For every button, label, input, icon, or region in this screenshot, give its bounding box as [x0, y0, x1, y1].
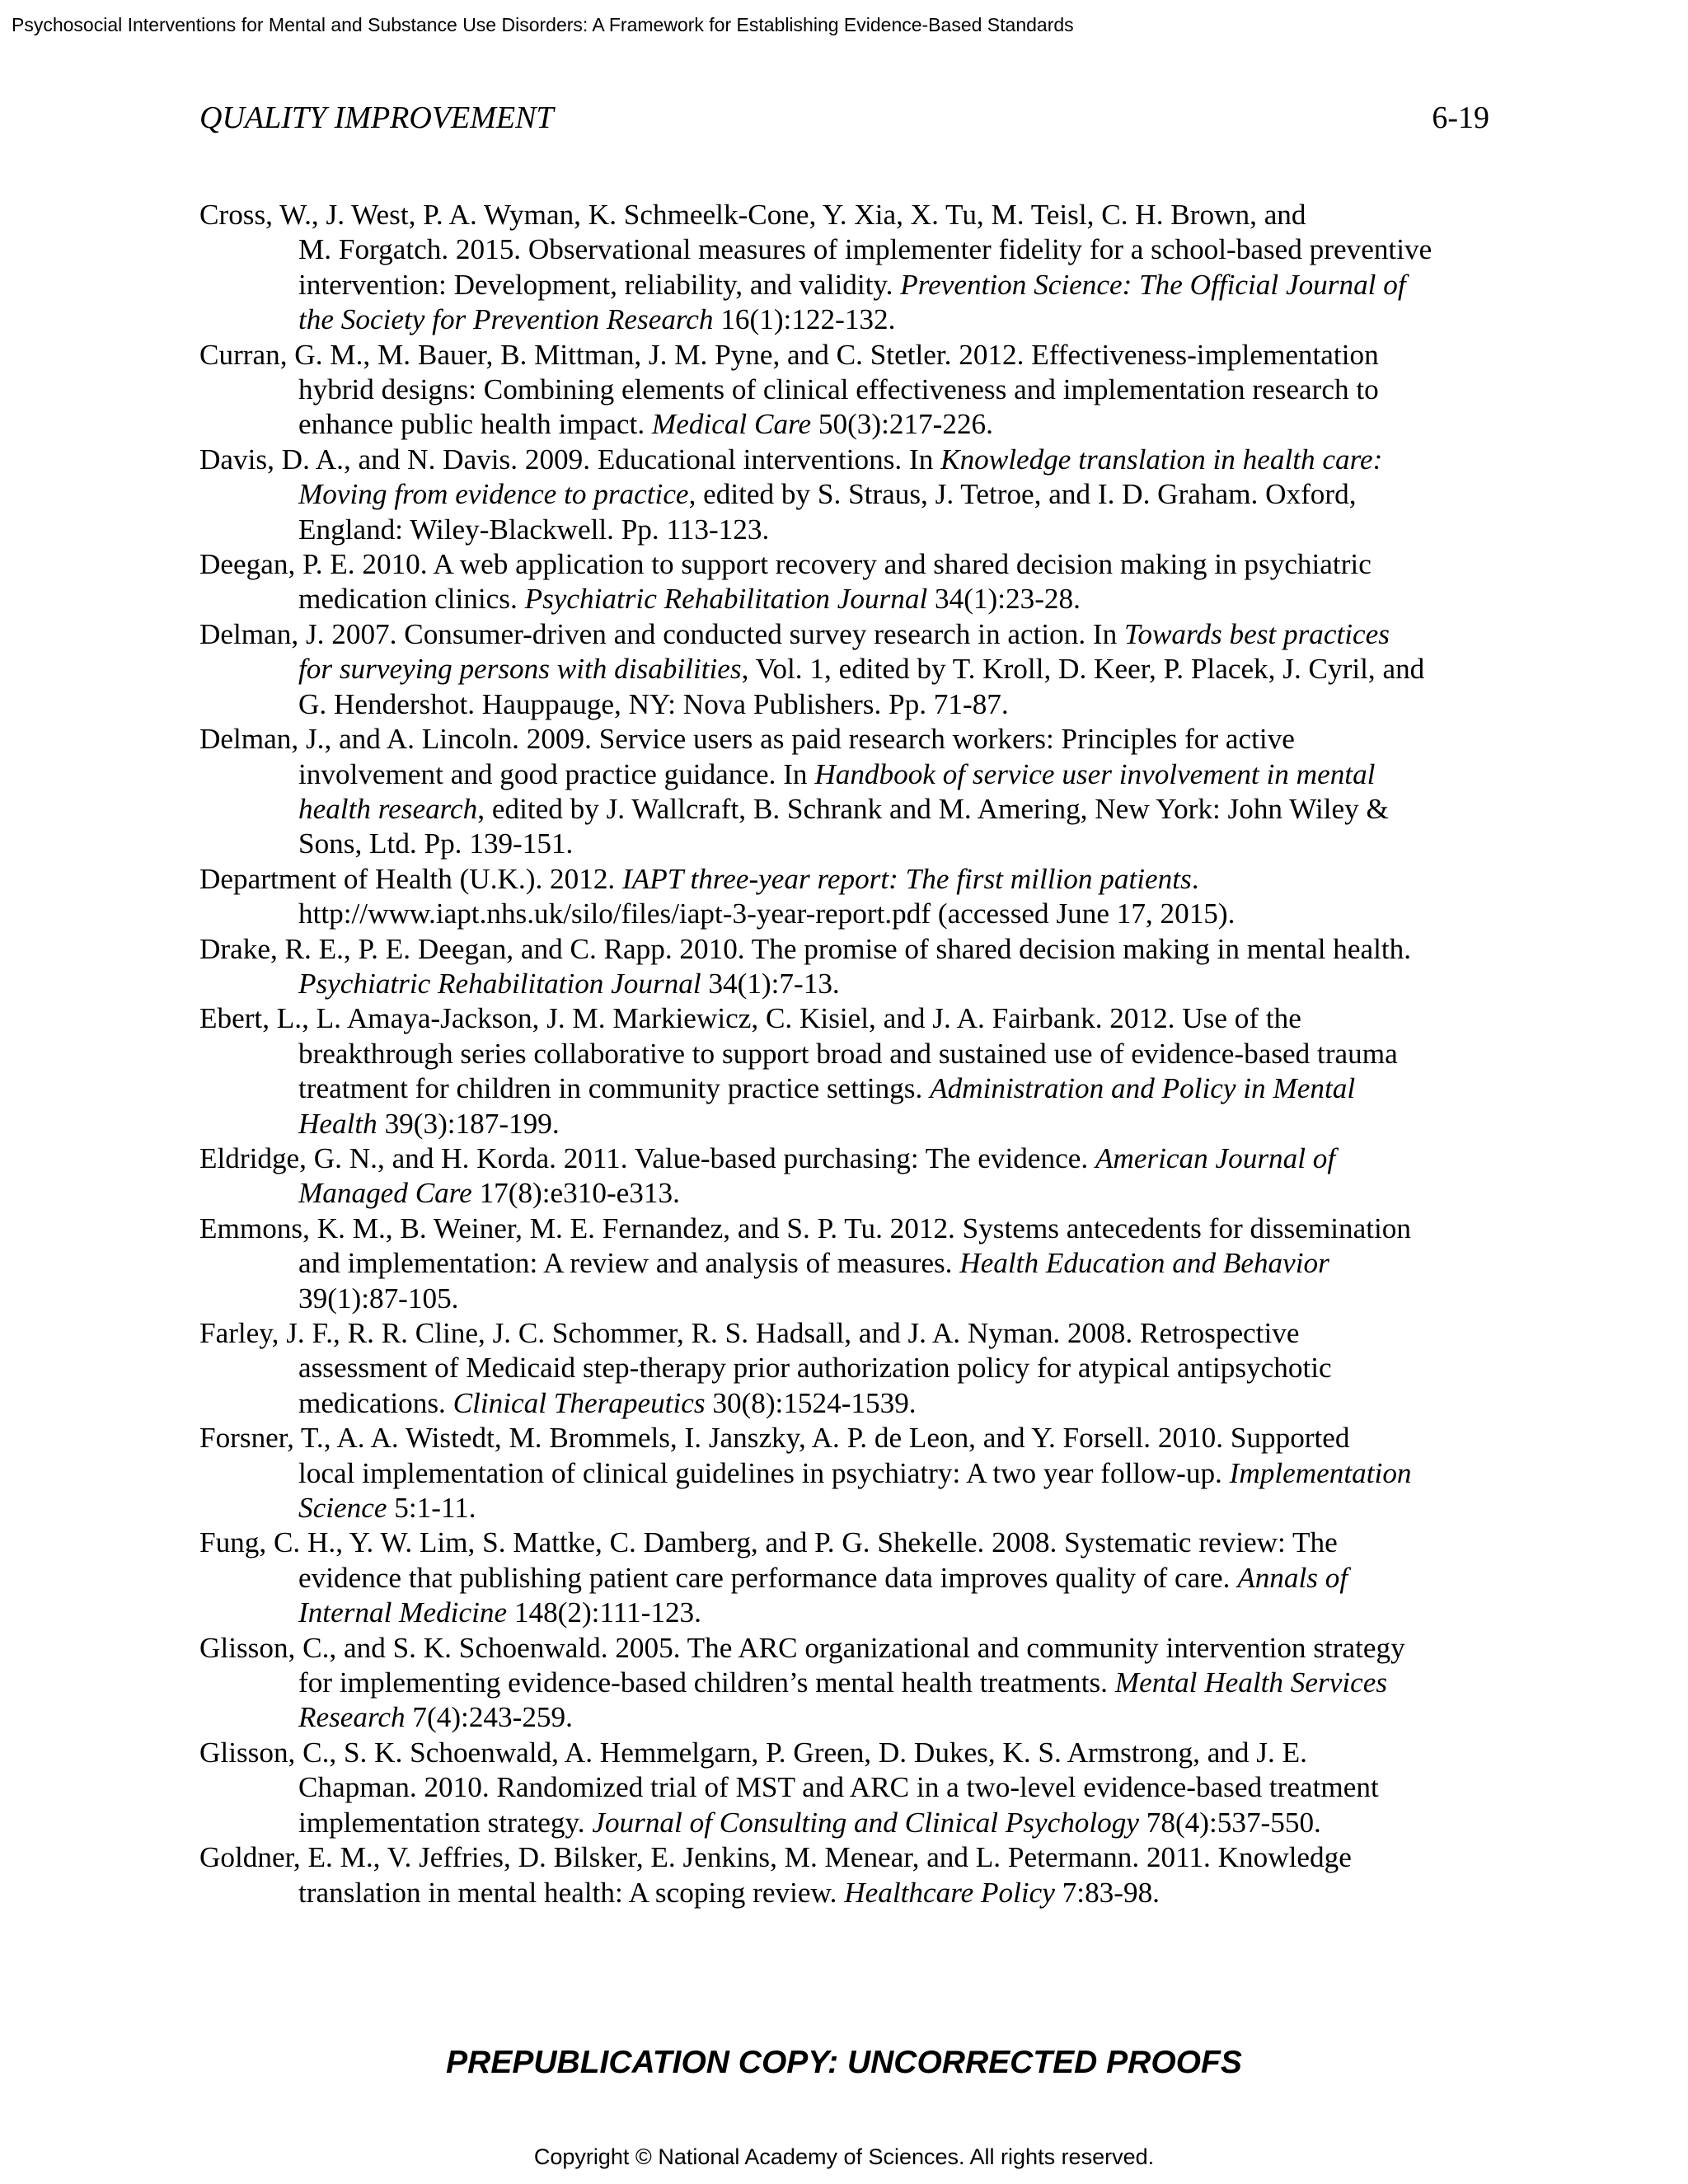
reference-italic-text: Clinical Therapeutics — [452, 1386, 706, 1419]
reference-line — [199, 443, 1498, 477]
reference-line — [199, 1631, 1498, 1666]
reference-text: G. Hendershot. Hauppauge, NY: Nova Publishers. Pp. 71-87. — [298, 687, 1009, 720]
reference-entry — [199, 443, 1498, 547]
reference-line — [298, 1561, 1498, 1596]
reference-italic-text: Psychiatric Rehabilitation Journal — [524, 583, 928, 616]
reference-list — [199, 198, 1498, 1910]
reference-line — [298, 1107, 1498, 1141]
copyright-notice: Copyright © National Academy of Sciences. All rights reserved. — [533, 2144, 1155, 2169]
reference-text: England: Wiley-Blackwell. Pp. 113-123. — [298, 513, 770, 546]
reference-text: , edited by J. Wallcraft, B. Schrank and M. Amering, New York: John Wiley & — [477, 792, 1389, 825]
reference-line — [298, 1596, 1498, 1630]
reference-text: translation in mental health: A scoping review. — [298, 1876, 845, 1909]
reference-text: 30(8):1524-1539. — [705, 1386, 917, 1419]
reference-text: Deegan, P. E. 2010. A web application to support recovery and shared decision making in psychiatric — [199, 548, 1372, 581]
reference-line — [298, 1700, 1498, 1735]
reference-text: Delman, J., and A. Lincoln. 2009. Service users as paid research workers: Principles for active — [199, 723, 1295, 756]
reference-italic-text: Internal Medicine — [298, 1596, 508, 1629]
reference-text: 34(1):23-28. — [927, 583, 1081, 616]
reference-text: 50(3):217-226. — [811, 408, 993, 441]
reference-text: 148(2):111-123. — [507, 1596, 701, 1629]
reference-line — [199, 1736, 1498, 1770]
reference-line — [298, 1037, 1498, 1071]
reference-line — [298, 302, 1498, 337]
reference-text: evidence that publishing patient care performance data improves quality of care. — [298, 1561, 1238, 1594]
reference-entry — [199, 617, 1498, 722]
reference-text: Eldridge, G. N., and H. Korda. 2011. Value-based purchasing: The evidence. — [199, 1141, 1095, 1174]
reference-line — [298, 1351, 1498, 1385]
reference-text: Davis, D. A., and N. Davis. 2009. Educational interventions. In — [199, 443, 941, 476]
reference-italic-text: Journal of Consulting and Clinical Psychology — [592, 1806, 1139, 1839]
reference-text: Emmons, K. M., B. Weiner, M. E. Fernandez, and S. P. Tu. 2012. Systems antecedents for dissemination — [199, 1212, 1411, 1244]
reference-entry — [199, 338, 1498, 443]
reference-text: involvement and good practice guidance. In — [298, 757, 815, 790]
reference-line — [298, 477, 1498, 512]
reference-line — [298, 1176, 1498, 1211]
reference-italic-text: Moving from evidence to practice — [298, 478, 689, 511]
reference-line — [199, 1840, 1498, 1875]
reference-text: 39(1):87-105. — [298, 1282, 459, 1315]
reference-text: implementation strategy. — [298, 1806, 593, 1839]
reference-line — [199, 1001, 1498, 1036]
reference-line — [298, 897, 1498, 931]
reference-italic-text: Annals of — [1237, 1561, 1348, 1594]
reference-text: Glisson, C., and S. K. Schoenwald. 2005. The ARC organizational and community intervention strategy — [199, 1631, 1405, 1664]
reference-italic-text: Prevention Science: The Official Journal of — [900, 268, 1406, 301]
reference-italic-text: Science — [298, 1492, 387, 1525]
reference-entry — [199, 1631, 1498, 1736]
reference-text: Curran, G. M., M. Bauer, B. Mittman, J. M. Pyne, and C. Stetler. 2012. Effectiveness-implementation — [199, 338, 1379, 371]
reference-text: Forsner, T., A. A. Wistedt, M. Brommels, I. Janszky, A. P. de Leon, and Y. Forsell. 2010. Supported — [199, 1422, 1350, 1455]
reference-text: 5:1-11. — [387, 1492, 476, 1525]
reference-line — [199, 722, 1498, 757]
reference-line — [298, 1876, 1498, 1910]
reference-italic-text: health research — [298, 792, 478, 825]
prepublication-notice: PREPUBLICATION COPY: UNCORRECTED PROOFS — [446, 2045, 1242, 2080]
reference-line — [298, 1071, 1498, 1106]
reference-line — [199, 547, 1498, 582]
reference-entry — [199, 1840, 1498, 1910]
reference-text: 16(1):122-132. — [713, 303, 896, 336]
reference-line — [199, 1421, 1498, 1455]
reference-line — [199, 1526, 1498, 1560]
reference-line — [298, 1246, 1498, 1281]
reference-text: Farley, J. F., R. R. Cline, J. C. Schommer, R. S. Hadsall, and J. A. Nyman. 2008. Retrospective — [199, 1317, 1300, 1349]
reference-line — [298, 232, 1498, 267]
reference-line — [298, 1806, 1498, 1840]
reference-text: 78(4):537-550. — [1138, 1806, 1321, 1839]
reference-text: Department of Health (U.K.). 2012. — [199, 862, 623, 895]
reference-text: medication clinics. — [298, 583, 525, 616]
reference-line — [298, 407, 1498, 442]
section-title: QUALITY IMPROVEMENT — [199, 101, 554, 135]
reference-italic-text: Knowledge translation in health care: — [940, 443, 1383, 476]
reference-entry — [199, 1421, 1498, 1526]
reference-entry — [199, 1212, 1498, 1316]
reference-italic-text: Medical Care — [651, 408, 812, 441]
reference-text: Drake, R. E., P. E. Deegan, and C. Rapp. 2010. The promise of shared decision making in mental health. — [199, 932, 1412, 965]
reference-line — [199, 1316, 1498, 1351]
reference-entry — [199, 547, 1498, 617]
reference-text: treatment for children in community practice settings. — [298, 1072, 931, 1105]
reference-line — [199, 198, 1498, 232]
reference-text: 7(4):243-259. — [405, 1701, 573, 1734]
document-banner: Psychosocial Interventions for Mental and Substance Use Disorders: A Framework for Establishing Evidence-Based Standards — [12, 14, 1074, 35]
reference-text: 39(3):187-199. — [377, 1107, 560, 1140]
reference-text: enhance public health impact. — [298, 408, 652, 441]
reference-text: Glisson, C., S. K. Schoenwald, A. Hemmelgarn, P. Green, D. Dukes, K. S. Armstrong, and J. E. — [199, 1736, 1307, 1769]
reference-line — [298, 757, 1498, 792]
reference-line — [298, 513, 1498, 547]
reference-line — [298, 373, 1498, 407]
reference-line — [199, 1141, 1498, 1176]
reference-line — [298, 268, 1498, 302]
reference-line — [298, 827, 1498, 861]
reference-entry — [199, 932, 1498, 1002]
reference-line — [298, 1456, 1498, 1491]
reference-text: assessment of Medicaid step-therapy prior authorization policy for atypical antipsychotic — [298, 1352, 1332, 1385]
reference-italic-text: for surveying persons with disabilities — [298, 653, 742, 686]
reference-line — [298, 1282, 1498, 1316]
reference-italic-text: Administration and Policy in Mental — [930, 1072, 1356, 1105]
reference-italic-text: Towards best practices — [1124, 617, 1390, 650]
reference-line — [298, 687, 1498, 722]
reference-entry — [199, 1736, 1498, 1840]
reference-italic-text: Research — [298, 1701, 406, 1734]
reference-text: M. Forgatch. 2015. Observational measures of implementer fidelity for a school-based preventive — [298, 233, 1432, 266]
reference-line — [298, 652, 1498, 687]
page-number: 6-19 — [1432, 101, 1489, 135]
reference-italic-text: Health — [298, 1107, 377, 1140]
reference-entry — [199, 1316, 1498, 1421]
reference-line — [199, 338, 1498, 373]
reference-text: , edited by S. Straus, J. Tetroe, and I. D. Graham. Oxford, — [688, 478, 1357, 511]
reference-text: medications. — [298, 1386, 453, 1419]
reference-text: . — [1191, 862, 1199, 895]
reference-entry — [199, 198, 1498, 338]
reference-italic-text: Implementation — [1229, 1456, 1412, 1489]
reference-text: http://www.iapt.nhs.uk/silo/files/iapt-3-year-report.pdf (accessed June 17, 2015). — [298, 898, 1236, 930]
reference-line — [298, 1491, 1498, 1526]
reference-line — [298, 1770, 1498, 1805]
reference-text: Delman, J. 2007. Consumer-driven and conducted survey research in action. In — [199, 617, 1125, 650]
reference-line — [298, 1386, 1498, 1421]
reference-entry — [199, 1001, 1498, 1141]
reference-text: Cross, W., J. West, P. A. Wyman, K. Schmeelk-Cone, Y. Xia, X. Tu, M. Teisl, C. H. Brown, and — [199, 199, 1306, 231]
reference-line — [199, 617, 1498, 652]
reference-line — [199, 1212, 1498, 1246]
reference-text: hybrid designs: Combining elements of clinical effectiveness and implementation research to — [298, 373, 1379, 406]
running-head — [199, 97, 1489, 138]
reference-line — [298, 1666, 1498, 1700]
reference-text: Chapman. 2010. Randomized trial of MST and ARC in a two-level evidence-based treatment — [298, 1771, 1379, 1804]
reference-entry — [199, 1526, 1498, 1630]
reference-line — [298, 967, 1498, 1001]
reference-text: 7:83-98. — [1054, 1876, 1160, 1909]
reference-text: and implementation: A review and analysis of measures. — [298, 1247, 960, 1280]
reference-text: for implementing evidence-based children’s mental health treatments. — [298, 1666, 1115, 1699]
reference-italic-text: Health Education and Behavior — [959, 1247, 1329, 1280]
reference-entry — [199, 722, 1498, 862]
reference-text: breakthrough series collaborative to support broad and sustained use of evidence-based trauma — [298, 1037, 1398, 1070]
reference-line — [199, 932, 1498, 967]
reference-italic-text: Handbook of service user involvement in mental — [814, 757, 1376, 790]
reference-italic-text: Mental Health Services — [1114, 1666, 1388, 1699]
reference-text: 17(8):e310-e313. — [471, 1177, 680, 1210]
reference-entry — [199, 862, 1498, 932]
reference-line — [298, 792, 1498, 827]
reference-italic-text: IAPT three-year report: The first million patients — [622, 862, 1192, 895]
reference-text: Goldner, E. M., V. Jeffries, D. Bilsker, E. Jenkins, M. Menear, and L. Petermann. 2011. Knowledge — [199, 1841, 1352, 1874]
reference-line — [298, 582, 1498, 616]
reference-text: Ebert, L., L. Amaya-Jackson, J. M. Markiewicz, C. Kisiel, and J. A. Fairbank. 2012. Use of the — [199, 1002, 1301, 1035]
reference-text: Sons, Ltd. Pp. 139-151. — [298, 827, 574, 860]
reference-italic-text: American Journal of — [1095, 1141, 1336, 1174]
reference-italic-text: Managed Care — [298, 1177, 472, 1210]
reference-text: local implementation of clinical guidelines in psychiatry: A two year follow-up. — [298, 1456, 1230, 1489]
reference-text: Fung, C. H., Y. W. Lim, S. Mattke, C. Damberg, and P. G. Shekelle. 2008. Systematic review: The — [199, 1526, 1338, 1559]
reference-entry — [199, 1141, 1498, 1212]
reference-text: 34(1):7-13. — [701, 967, 840, 1000]
reference-italic-text: Psychiatric Rehabilitation Journal — [298, 967, 701, 1000]
reference-line — [199, 862, 1498, 897]
reference-text: , Vol. 1, edited by T. Kroll, D. Keer, P. Placek, J. Cyril, and — [741, 653, 1425, 686]
reference-italic-text: the Society for Prevention Research — [298, 303, 714, 336]
reference-text: intervention: Development, reliability, and validity. — [298, 268, 901, 301]
reference-italic-text: Healthcare Policy — [844, 1876, 1055, 1909]
